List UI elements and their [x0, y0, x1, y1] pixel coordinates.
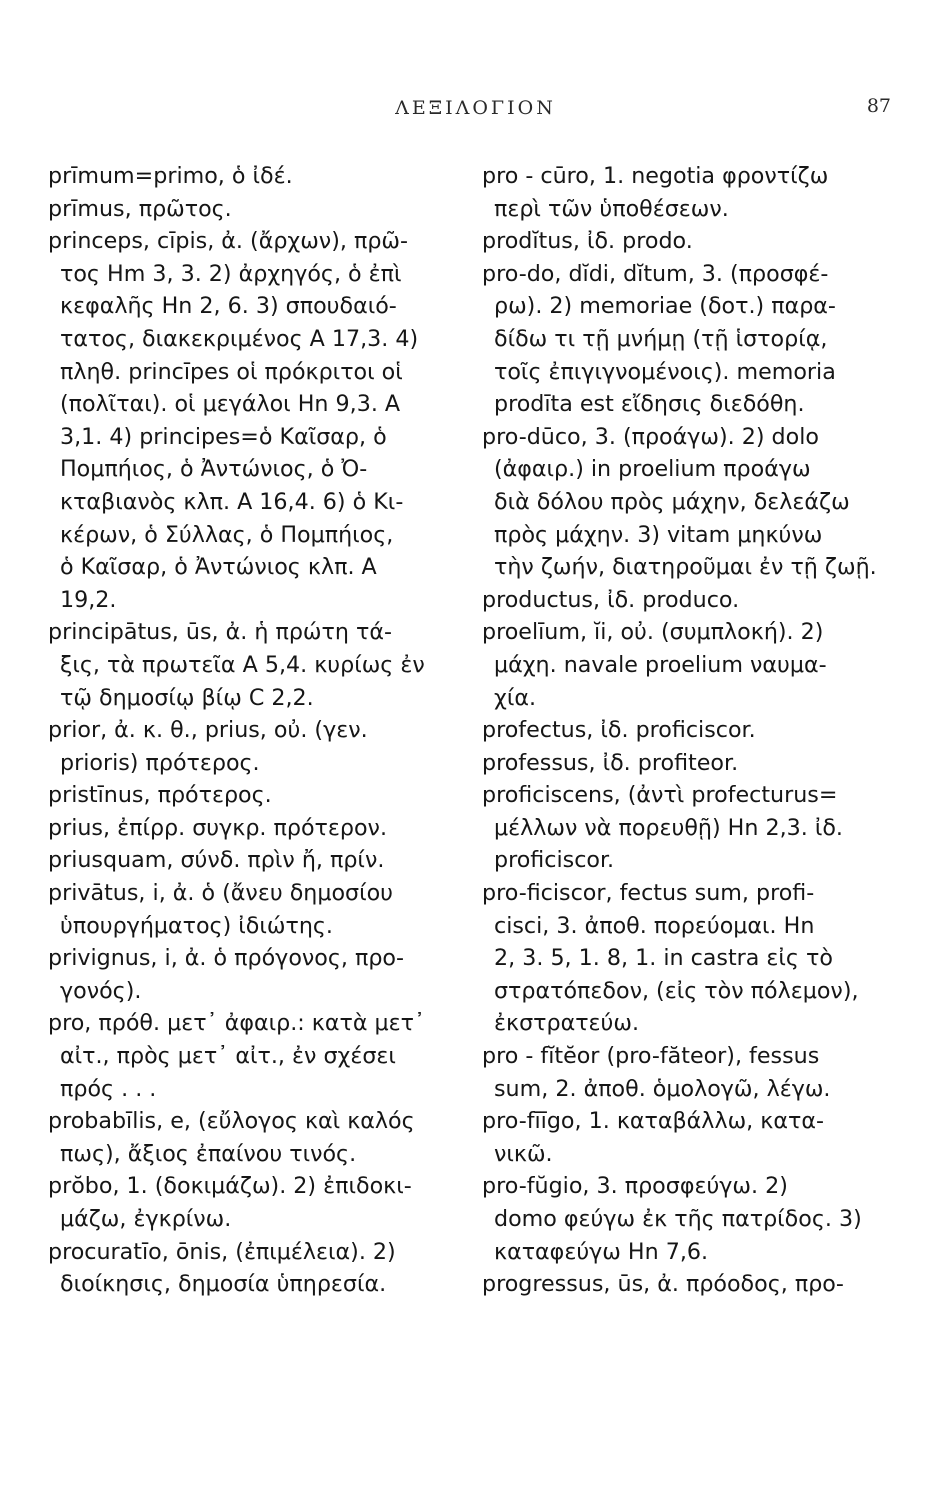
text-line: prodīta est εἴδησις διεδόθη. — [494, 391, 805, 418]
text-line: prioris) πρότερος. — [60, 749, 260, 776]
text-line: πληθ. princīpes οἱ πρόκριτοι οἱ — [60, 358, 403, 385]
text-line: priusquam, σύνδ. πρὶν ἤ, πρίν. — [48, 847, 385, 874]
text-line: procuratīo, ōnis, (ἐπιμέλεια). 2) — [48, 1238, 396, 1265]
text-line: pro - fĭtĕor (pro-făteor), fessus — [482, 1043, 820, 1070]
text-line: δίδω τι τῇ μνήμῃ (τῇ ἱστορίᾳ, — [494, 325, 828, 352]
text-line: proficiscens, (ἀντὶ profecturus= — [482, 782, 838, 809]
text-line: prius, ἐπίρρ. συγκρ. πρότερον. — [48, 814, 387, 841]
text-line: pro-fīīgo, 1. καταβάλλω, κατα- — [482, 1108, 824, 1135]
text-line: πρός . . . — [60, 1075, 157, 1102]
text-line: στρατόπεδον, (εἰς τὸν πόλεμον), — [494, 977, 859, 1004]
text-line: ὁ Καῖσαρ, ὁ Ἀντώνιος κλπ. A — [60, 554, 377, 581]
text-line: 2, 3. 5, 1. 8, 1. in castra εἰς τὸ — [494, 945, 833, 972]
text-line: μάχη. navale proelium ναυμα- — [494, 651, 827, 678]
text-line: περὶ τῶν ὑποθέσεων. — [494, 195, 729, 222]
text-line: probabīlis, e, (εὔλογος καὶ καλός — [48, 1108, 415, 1135]
text-line: pro-do, dĭdi, dĭtum, 3. (προσφέ- — [482, 260, 829, 287]
text-line: cisci, 3. ἀποθ. πορεύομαι. Hn — [494, 912, 815, 939]
text-line: διοίκησις, δημοσία ὑπηρεσία. — [60, 1271, 387, 1298]
page-number: 87 — [866, 95, 891, 117]
text-line: γονός). — [60, 977, 142, 1004]
text-line: ρω). 2) memoriae (δοτ.) παρα- — [494, 293, 836, 320]
text-line: productus, ἰδ. produco. — [482, 586, 740, 613]
text-line: ὑπουργήματος) ἰδιώτης. — [60, 912, 333, 939]
text-line: κέρων, ὁ Σύλλας, ὁ Πομπήιος, — [60, 521, 394, 548]
text-line: privignus, i, ἀ. ὁ πρόγονος, προ- — [48, 945, 405, 972]
text-line: ἐκστρατεύω. — [494, 1010, 640, 1037]
text-line: prior, ἀ. κ. θ., prius, οὐ. (γεν. — [48, 717, 368, 744]
text-line: professus, ἰδ. profiteor. — [482, 749, 739, 776]
text-line: (πολῖται). οἱ μεγάλοι Hn 9,3. A — [60, 391, 401, 418]
text-line: proelīum, ĭi, οὐ. (συμπλοκή). 2) — [482, 619, 824, 646]
text-line: progressus, ūs, ἀ. πρόοδος, προ- — [482, 1271, 844, 1298]
text-line: privātus, i, ἀ. ὁ (ἄνευ δημοσίου — [48, 880, 394, 907]
text-line: prīmus, πρῶτος. — [48, 195, 232, 222]
text-line: pro-ficiscor, fectus sum, profi- — [482, 880, 815, 907]
text-line: διὰ δόλου πρὸς μάχην, δελεάζω — [494, 488, 850, 515]
text-line: μάζω, ἐγκρίνω. — [60, 1206, 232, 1232]
text-line: πρὸς μάχην. 3) vitam μηκύνω — [494, 521, 823, 548]
text-line: prodĭtus, ἰδ. prodo. — [482, 228, 693, 255]
text-line: pro, πρόθ. μετ᾽ ἀφαιρ.: κατὰ μετ᾽ — [48, 1010, 426, 1037]
text-line: prīmum=primo, ὁ ἰδέ. — [48, 163, 293, 189]
text-line: sum, 2. ἀποθ. ὁμολογῶ, λέγω. — [494, 1075, 831, 1102]
text-line: κεφαλῆς Hn 2, 6. 3) σπουδαιό- — [60, 293, 397, 320]
text-line: pristīnus, πρότερος. — [48, 782, 272, 809]
text-line: pro - cūro, 1. negotia φροντίζω — [482, 163, 829, 189]
text-line: prŏbo, 1. (δοκιμάζω). 2) ἐπιδοκι- — [48, 1173, 412, 1200]
text-line: ξις, τὰ πρωτεῖα A 5,4. κυρίως ἐν — [60, 651, 425, 678]
text-line: τὴν ζωήν, διατηροῦμαι ἐν τῇ ζωῇ. — [494, 554, 877, 581]
text-line: μέλλων νὰ πορευθῇ) Hn 2,3. ἰδ. — [494, 814, 843, 841]
left-column — [48, 160, 458, 1301]
text-line: χία. — [494, 684, 537, 711]
text-line: καταφεύγω Hn 7,6. — [494, 1238, 709, 1265]
text-line: πως), ἄξιος ἐπαίνου τινός. — [60, 1140, 357, 1167]
text-line: 19,2. — [60, 586, 117, 613]
text-line: princeps, cīpis, ἀ. (ἄρχων), πρῶ- — [48, 228, 408, 255]
right-column — [482, 160, 912, 1301]
text-line: (ἀφαιρ.) in proelium προάγω — [494, 456, 811, 483]
text-line: τατος, διακεκριμένος A 17,3. 4) — [60, 325, 419, 352]
text-line: τοῖς ἐπιγιγνομένοις). memoria — [494, 358, 836, 385]
text-line: Πομπήιος, ὁ Ἀντώνιος, ὁ Ὀ- — [60, 456, 368, 483]
text-line: τος Hm 3, 3. 2) ἀρχηγός, ὁ ἐπὶ — [60, 260, 402, 287]
text-line: 3,1. 4) principes=ὁ Καῖσαρ, ὁ — [60, 423, 387, 450]
text-line: pro-fŭgio, 3. προσφεύγω. 2) — [482, 1173, 788, 1200]
text-line: κταβιανὸς κλπ. A 16,4. 6) ὁ Κι- — [60, 488, 404, 515]
text-line: proficiscor. — [494, 847, 615, 874]
text-line: αἰτ., πρὸς μετ᾽ αἰτ., ἐν σχέσει — [60, 1043, 396, 1070]
text-line: domo φεύγω ἐκ τῆς πατρίδος. 3) — [494, 1206, 862, 1232]
text-line: νικῶ. — [494, 1140, 553, 1167]
text-line: pro-dūco, 3. (προάγω). 2) dolo — [482, 423, 819, 450]
text-line: principātus, ūs, ἀ. ἡ πρώτη τά- — [48, 619, 392, 646]
text-line: profectus, ἰδ. proficiscor. — [482, 717, 756, 744]
text-line: τῷ δημοσίῳ βίῳ C 2,2. — [60, 684, 314, 711]
page-header-title: ΛΕΞΙΛΟΓΙΟΝ — [395, 97, 556, 119]
